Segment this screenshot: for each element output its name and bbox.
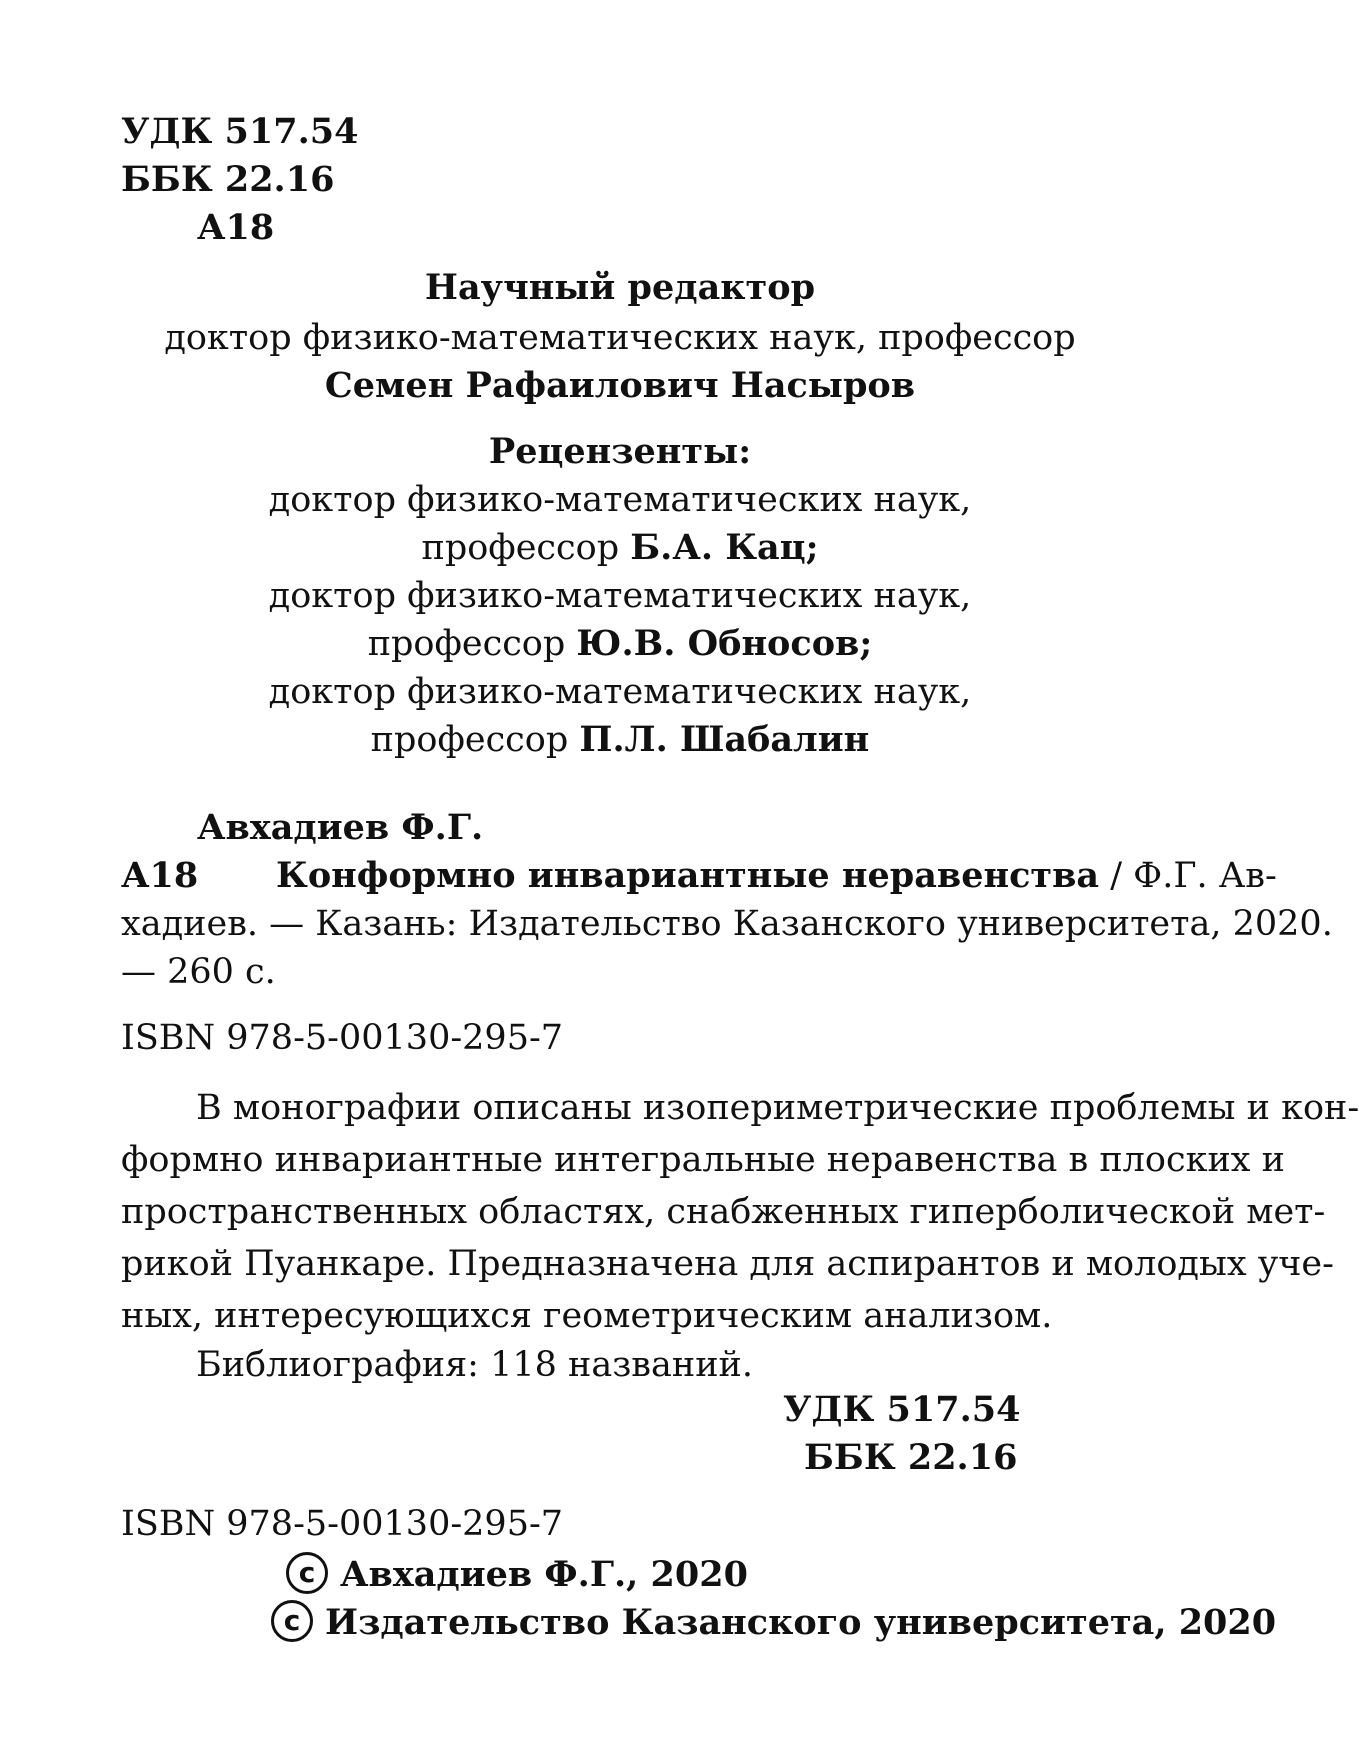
editor-heading: Научный редактор — [424, 267, 816, 308]
copyright-publisher — [271, 1600, 1276, 1643]
copyright-author-text: Авхадиев Ф.Г., 2020 — [340, 1554, 748, 1595]
reviewer-title: профессор — [370, 720, 569, 760]
catalog-line2: хадиев. — Казань: Издательство Казанского университета, 2020. — [121, 904, 1333, 944]
bbk-code: ББК 22.16 — [121, 159, 335, 200]
bibliography: Библиография: 118 названий. — [196, 1345, 753, 1385]
catalog-line1-rest: / Ф.Г. Ав- — [1099, 856, 1277, 896]
author-code: А18 — [197, 207, 275, 248]
isbn-top: ISBN 978-5-00130-295-7 — [121, 1018, 564, 1058]
reviewer-title: профессор — [367, 624, 566, 664]
reviewer-degree: доктор физико-математических наук, — [268, 480, 972, 520]
catalog-code-label: А18 — [121, 855, 199, 896]
reviewer-line — [0, 720, 1240, 760]
copyright-icon: c — [286, 1552, 328, 1594]
catalog-title-line — [276, 856, 1277, 896]
copyright-publisher-text: Издательство Казанского университета, 2020 — [325, 1602, 1277, 1643]
catalog-code — [121, 856, 198, 896]
abstract-line: рикой Пуанкаре. Предназначена для аспирантов и молодых уче- — [121, 1244, 1334, 1284]
reviewers-heading: Рецензенты: — [488, 431, 752, 472]
reviewer-name: П.Л. Шабалин — [579, 719, 870, 760]
abstract-line: формно инвариантные интегральные неравенства в плоских и — [121, 1140, 1285, 1180]
footer-bbk: ББК 22.16 — [804, 1437, 1018, 1478]
reviewer-line — [0, 528, 1240, 568]
editor-degree: доктор физико-математических наук, профессор — [164, 318, 1076, 358]
abstract-line: пространственных областях, снабженных гиперболической мет- — [121, 1192, 1326, 1232]
catalog-line3: — 260 с. — [121, 952, 276, 992]
reviewer-title: профессор — [421, 528, 620, 568]
footer-udk: УДК 517.54 — [783, 1389, 1021, 1430]
copyright-icon: c — [271, 1600, 313, 1642]
copyright-author — [286, 1552, 748, 1595]
isbn-bottom: ISBN 978-5-00130-295-7 — [121, 1504, 564, 1544]
reviewer-degree: доктор физико-математических наук, — [268, 576, 972, 616]
reviewer-line — [0, 624, 1240, 664]
reviewer-degree: доктор физико-математических наук, — [268, 672, 972, 712]
abstract-line: В монографии описаны изопериметрические проблемы и кон- — [196, 1088, 1359, 1128]
abstract — [121, 1082, 1359, 1342]
reviewer-name: Б.А. Кац; — [630, 527, 819, 568]
editor-name: Семен Рафаилович Насыров — [324, 365, 916, 406]
catalog-book-title: Конформно инвариантные неравенства — [276, 855, 1100, 896]
udk-code: УДК 517.54 — [121, 111, 359, 152]
reviewer-name: Ю.В. Обносов; — [576, 623, 873, 664]
abstract-line: ных, интересующихся геометрическим анализом. — [121, 1296, 1053, 1336]
catalog-author: Авхадиев Ф.Г. — [197, 807, 484, 848]
